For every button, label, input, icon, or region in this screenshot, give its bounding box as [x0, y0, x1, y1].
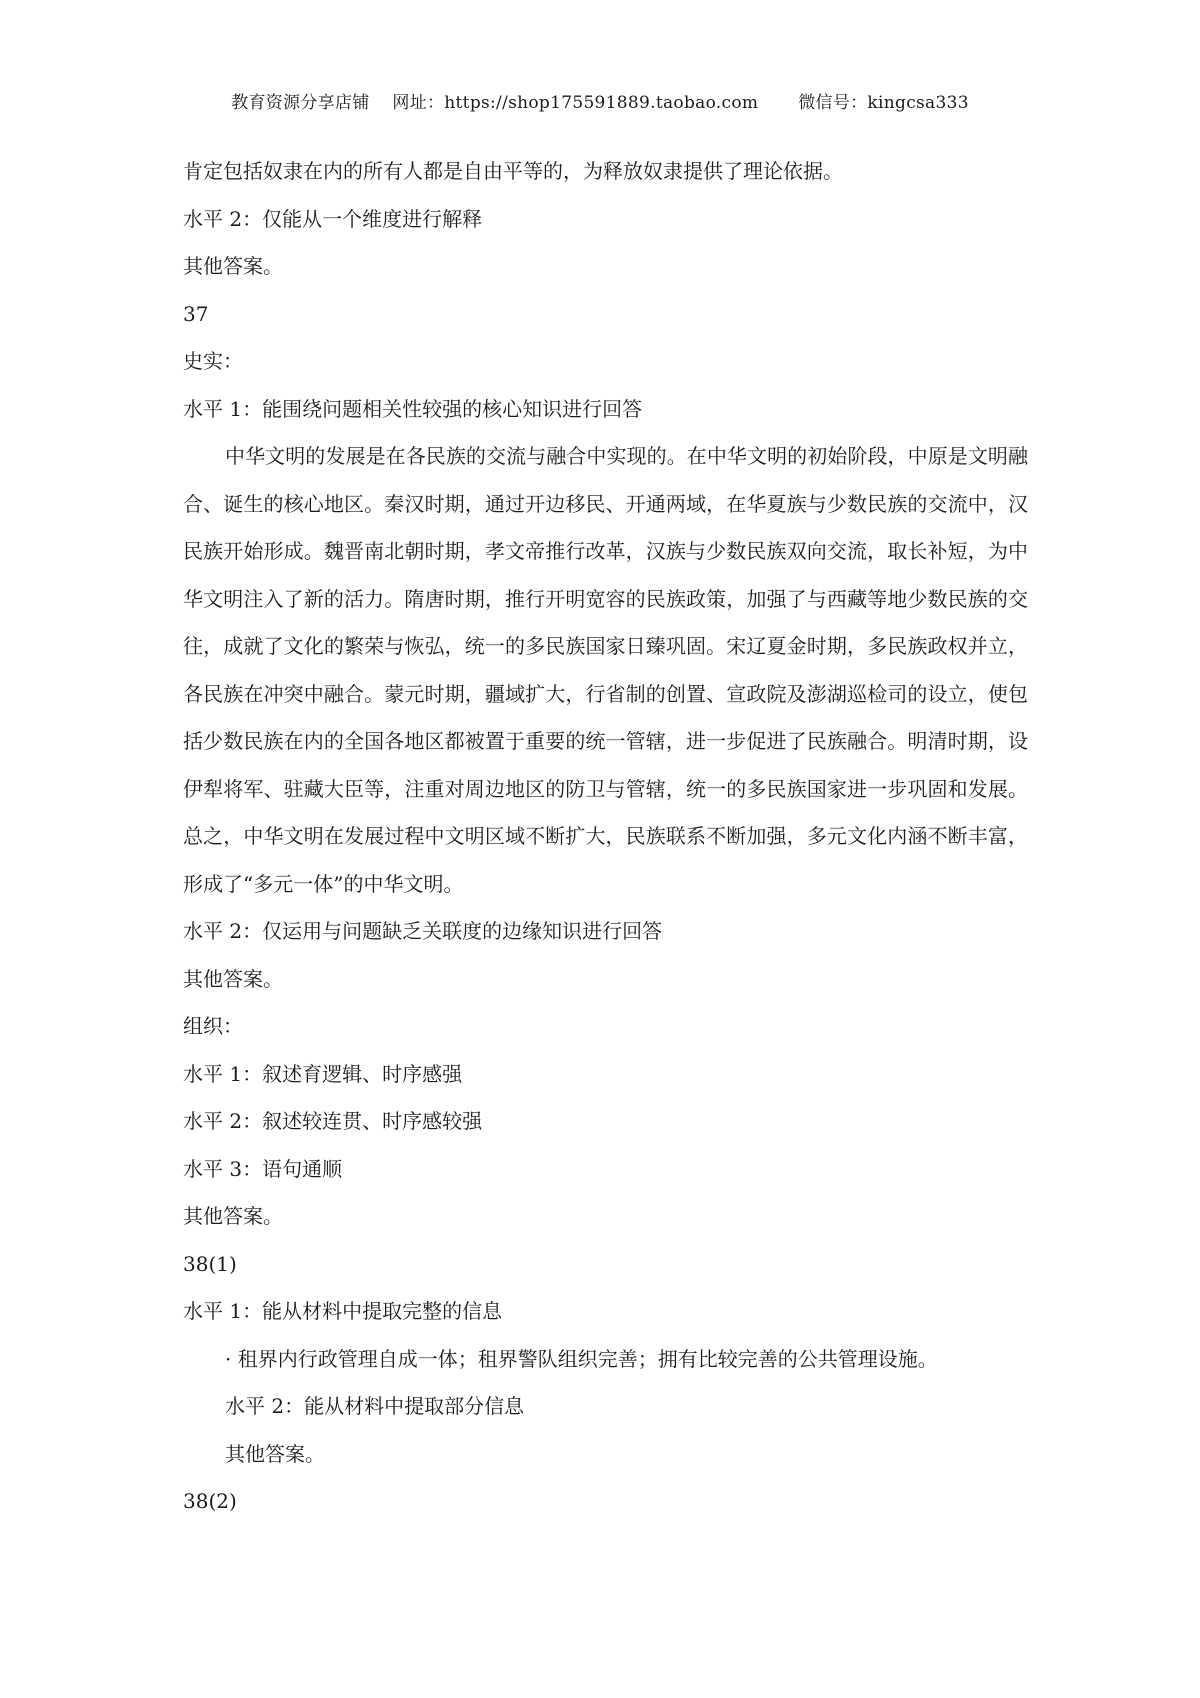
bullet-line: · 租界内行政管理自成一体；租界警队组织完善；拥有比较完善的公共管理设施。 [225, 1346, 938, 1371]
question-number: 38(2) [183, 1489, 237, 1513]
header-url: 网址：https://shop175591889.taobao.com [392, 93, 759, 113]
header-shop-name: 教育资源分享店铺 [231, 93, 370, 113]
text-line: 其他答案。 [225, 1441, 325, 1466]
level-line: 水平 1：能围绕问题相关性较强的核心知识进行回答 [183, 396, 643, 421]
level-line: 水平 1：能从材料中提取完整的信息 [183, 1299, 503, 1323]
text-line: 肯定包括奴隶在内的所有人都是自由平等的，为释放奴隶提供了理论依据。 [183, 159, 843, 183]
page-header [0, 88, 1200, 113]
text-line: 其他答案。 [183, 966, 283, 991]
level-line: 水平 3：语句通顺 [183, 1156, 343, 1181]
level-line: 水平 2：能从材料中提取部分信息 [225, 1394, 525, 1418]
header-wechat: 微信号：kingcsa333 [798, 93, 969, 113]
document-body [183, 148, 1028, 1526]
level-line: 水平 2：仅能从一个维度进行解释 [183, 206, 483, 231]
question-number: 37 [183, 301, 209, 326]
section-heading: 史实： [183, 349, 243, 373]
section-heading: 组织： [183, 1014, 243, 1038]
text-line: 其他答案。 [183, 1204, 283, 1228]
level-line: 水平 2：仅运用与问题缺乏关联度的边缘知识进行回答 [183, 919, 663, 943]
text-line: 其他答案。 [183, 254, 283, 278]
question-number: 38(1) [183, 1251, 237, 1276]
answer-paragraph: 中华文明的发展是在各民族的交流与融合中实现的。在中华文明的初始阶段，中原是文明融合、诞生的核心地区。秦汉时期，通过开边移民、开通两域，在华夏族与少数民族的交流中，汉民族开始形成。魏晋南北朝时期，孝文帝推行改革，汉族与少数民族双向交流，取长补短，为中华文明注入了新的活力。隋唐时期，推行开明宽容的民族政策，加强了与西藏等地少数民族的交往，成就了文化的繁荣与恢弘，统一的多民族国家日臻巩固。宋辽夏金时期，多民族政权并立，各民族在冲突中融合。蒙元时期，疆域扩大，行省制的创置、宣政院及澎湖巡检司的设立，使包括少数民族在内的全国各地区都被置于重要的统一管辖，进一步促进了民族融合。明清时期，设伊犁将军、驻藏大臣等，注重对周边地区的防卫与管辖，统一的多民族国家进一步巩固和发展。总之，中华文明在发展过程中文明区域不断扩大，民族联系不断加强，多元文化内涵不断丰富，形成了“多元一体”的中华文明。 [183, 444, 1028, 896]
level-line: 水平 1：叙述育逻辑、时序感强 [183, 1061, 463, 1086]
level-line: 水平 2：叙述较连贯、时序感较强 [183, 1109, 483, 1133]
